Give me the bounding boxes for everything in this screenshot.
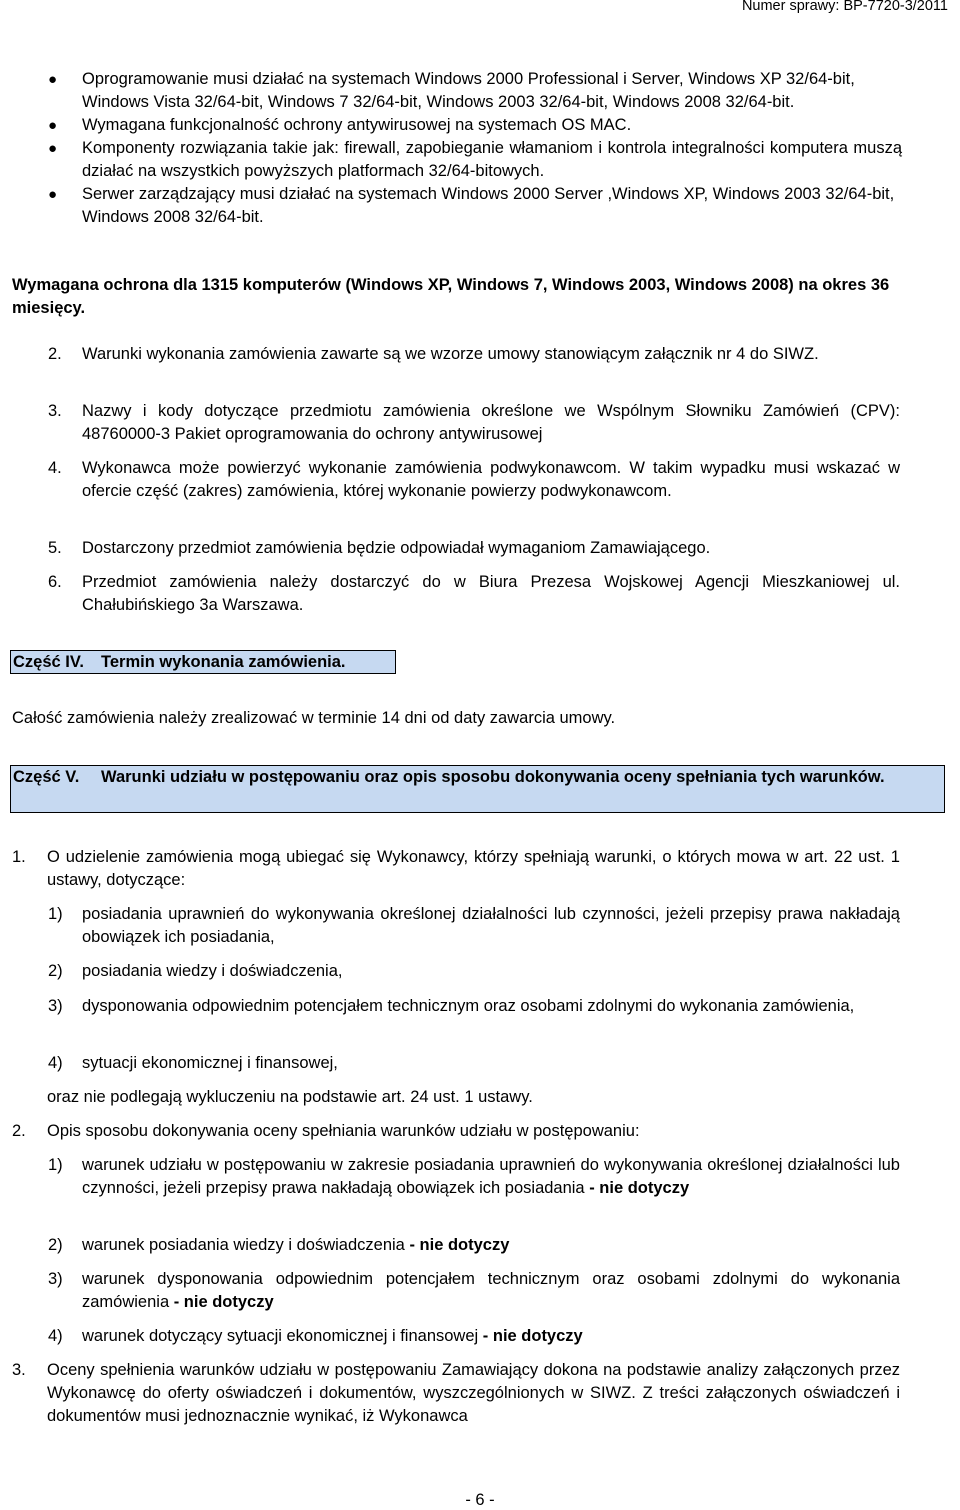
bullet-icon: ●	[48, 186, 58, 203]
exclusion-note: oraz nie podlegają wykluczeniu na podstawie art. 24 ust. 1 ustawy.	[47, 1088, 533, 1106]
sub-item	[0, 1052, 960, 1075]
item-text: Przedmiot zamówienia należy dostarczyć do w Biura Prezesa Wojskowej Agencji Mieszkaniowej ul. Chałubińskiego 3a Warszawa.	[82, 573, 900, 614]
item-text: sytuacji ekonomicznej i finansowej,	[82, 1054, 338, 1072]
item-number: 4.	[48, 459, 62, 477]
bullet-text: Wymagana funkcjonalność ochrony antywirusowej na systemach OS MAC.	[82, 116, 632, 134]
numbered-item	[0, 400, 960, 446]
item-text	[82, 1268, 900, 1314]
item-number: 6.	[48, 573, 62, 591]
list-item	[0, 68, 960, 114]
numbered-item	[0, 571, 960, 617]
condition-text: warunek posiadania wiedzy i doświadczenia	[82, 1236, 405, 1254]
item-text: O udzielenie zamówienia mogą ubiegać się Wykonawcy, którzy spełniają warunki, o których mowa w art. 22 ust. 1 ustawy, dotyczące:	[47, 848, 900, 889]
sub-item	[0, 1268, 960, 1314]
item-number: 1)	[48, 1156, 63, 1174]
sub-item	[0, 1325, 960, 1348]
condition-text: warunek dysponowania odpowiednim potencjałem technicznym oraz osobami zdolnymi do wykonania zamówienia	[82, 1270, 900, 1311]
sub-item	[0, 995, 960, 1018]
numbered-item	[0, 343, 960, 366]
condition-text: warunek udziału w postępowaniu w zakresie posiadania uprawnień do wykonywania określonej działalności lub czynności, jeżeli przepisy prawa nakładają obowiązek ich posiadania	[82, 1156, 900, 1197]
protection-requirement-note: Wymagana ochrona dla 1315 komputerów (Windows XP, Windows 7, Windows 2003, Windows 2008) na okres 36 miesięcy.	[12, 276, 890, 317]
bullet-icon: ●	[48, 117, 58, 134]
section-label: Część V.	[13, 768, 80, 786]
item-number: 4)	[48, 1054, 63, 1072]
item-text: posiadania uprawnień do wykonywania określonej działalności lub czynności, jeżeli przepisy prawa nakładają obowiązek ich posiadania,	[82, 905, 900, 946]
item-number: 3.	[12, 1361, 26, 1379]
not-applicable-label: - nie dotyczy	[409, 1236, 510, 1254]
item-number: 1.	[12, 848, 26, 866]
numbered-item	[0, 457, 960, 503]
sub-item	[0, 903, 960, 949]
section-heading-part-4	[10, 650, 396, 674]
requirements-bullet-list	[0, 68, 960, 229]
item-text: Oceny spełnienia warunków udziału w postępowaniu Zamawiający dokona na podstawie analizy załączonych przez Wykonawcę do oferty oświadczeń i dokumentów, wyszczególnionych w SIWZ. Z treści załączonych oświadczeń i dokumentów musi jednoznacznie wynikać, iż Wykonawca	[47, 1361, 900, 1425]
numbered-item	[0, 537, 960, 560]
bullet-icon: ●	[48, 71, 58, 88]
condition-point	[0, 1359, 960, 1428]
list-item	[0, 114, 960, 137]
section-title: Termin wykonania zamówienia.	[101, 653, 346, 671]
bullet-text: Oprogramowanie musi działać na systemach Windows 2000 Professional i Server, Windows XP 32/64-bit, Windows Vista 32/64-bit, Windows 7 32/64-bit, Windows 2003 32/64-bit, Windows 2008 32/64-bit.	[82, 70, 855, 111]
not-applicable-label: - nie dotyczy	[173, 1293, 274, 1311]
item-text: Opis sposobu dokonywania oceny spełniania warunków udziału w postępowaniu:	[47, 1122, 640, 1140]
item-text	[82, 1234, 900, 1257]
item-text: Warunki wykonania zamówienia zawarte są we wzorze umowy stanowiącym załącznik nr 4 do SIWZ.	[82, 345, 819, 363]
item-number: 2.	[12, 1122, 26, 1140]
item-text: posiadania wiedzy i doświadczenia,	[82, 962, 343, 980]
item-number: 5.	[48, 539, 62, 557]
condition-point	[0, 846, 960, 892]
sub-item	[0, 1234, 960, 1257]
section-heading-part-5	[10, 765, 945, 813]
item-number: 3)	[48, 997, 63, 1015]
sub-item	[0, 1154, 960, 1200]
item-number: 3.	[48, 402, 62, 420]
page-number: - 6 -	[465, 1491, 495, 1509]
item-text	[82, 1154, 900, 1200]
list-item	[0, 137, 960, 183]
condition-point	[0, 1120, 960, 1143]
item-number: 2.	[48, 345, 62, 363]
item-text: Dostarczony przedmiot zamówienia będzie odpowiadał wymaganiom Zamawiającego.	[82, 539, 711, 557]
item-number: 4)	[48, 1327, 63, 1345]
bullet-text: Komponenty rozwiązania takie jak: firewall, zapobieganie włamaniom i kontrola integralności komputera muszą działać na wszystkich powyższych platformach 32/64-bitowych.	[82, 139, 902, 180]
completion-deadline-text: Całość zamówienia należy zrealizować w terminie 14 dni od daty zawarcia umowy.	[12, 709, 616, 727]
case-number: Numer sprawy: BP-7720-3/2011	[741, 0, 948, 14]
item-number: 2)	[48, 1236, 63, 1254]
condition-text: warunek dotyczący sytuacji ekonomicznej i finansowej	[82, 1327, 479, 1345]
item-text: Nazwy i kody dotyczące przedmiotu zamówienia określone we Wspólnym Słowniku Zamówień (CPV): 48760000-3 Pakiet oprogramowania do ochrony antywirusowej	[82, 402, 900, 443]
bullet-icon: ●	[48, 140, 58, 157]
item-number: 1)	[48, 905, 63, 923]
section-label: Część IV.	[13, 653, 84, 671]
sub-item	[0, 960, 960, 983]
item-number: 2)	[48, 962, 63, 980]
list-item	[0, 183, 960, 229]
not-applicable-label: - nie dotyczy	[482, 1327, 583, 1345]
section-title: Warunki udziału w postępowaniu oraz opis sposobu dokonywania oceny spełniania tych warunków.	[101, 768, 885, 786]
item-number: 3)	[48, 1270, 63, 1288]
item-text	[82, 1325, 900, 1348]
not-applicable-label: - nie dotyczy	[589, 1179, 690, 1197]
bullet-text: Serwer zarządzający musi działać na systemach Windows 2000 Server ,Windows XP, Windows 2003 32/64-bit, Windows 2008 32/64-bit.	[82, 185, 895, 226]
item-text: dysponowania odpowiednim potencjałem technicznym oraz osobami zdolnymi do wykonania zamówienia,	[82, 997, 855, 1015]
item-text: Wykonawca może powierzyć wykonanie zamówienia podwykonawcom. W takim wypadku musi wskazać w ofercie część (zakres) zamówienia, której wykonanie powierzy podwykonawcom.	[82, 459, 900, 500]
